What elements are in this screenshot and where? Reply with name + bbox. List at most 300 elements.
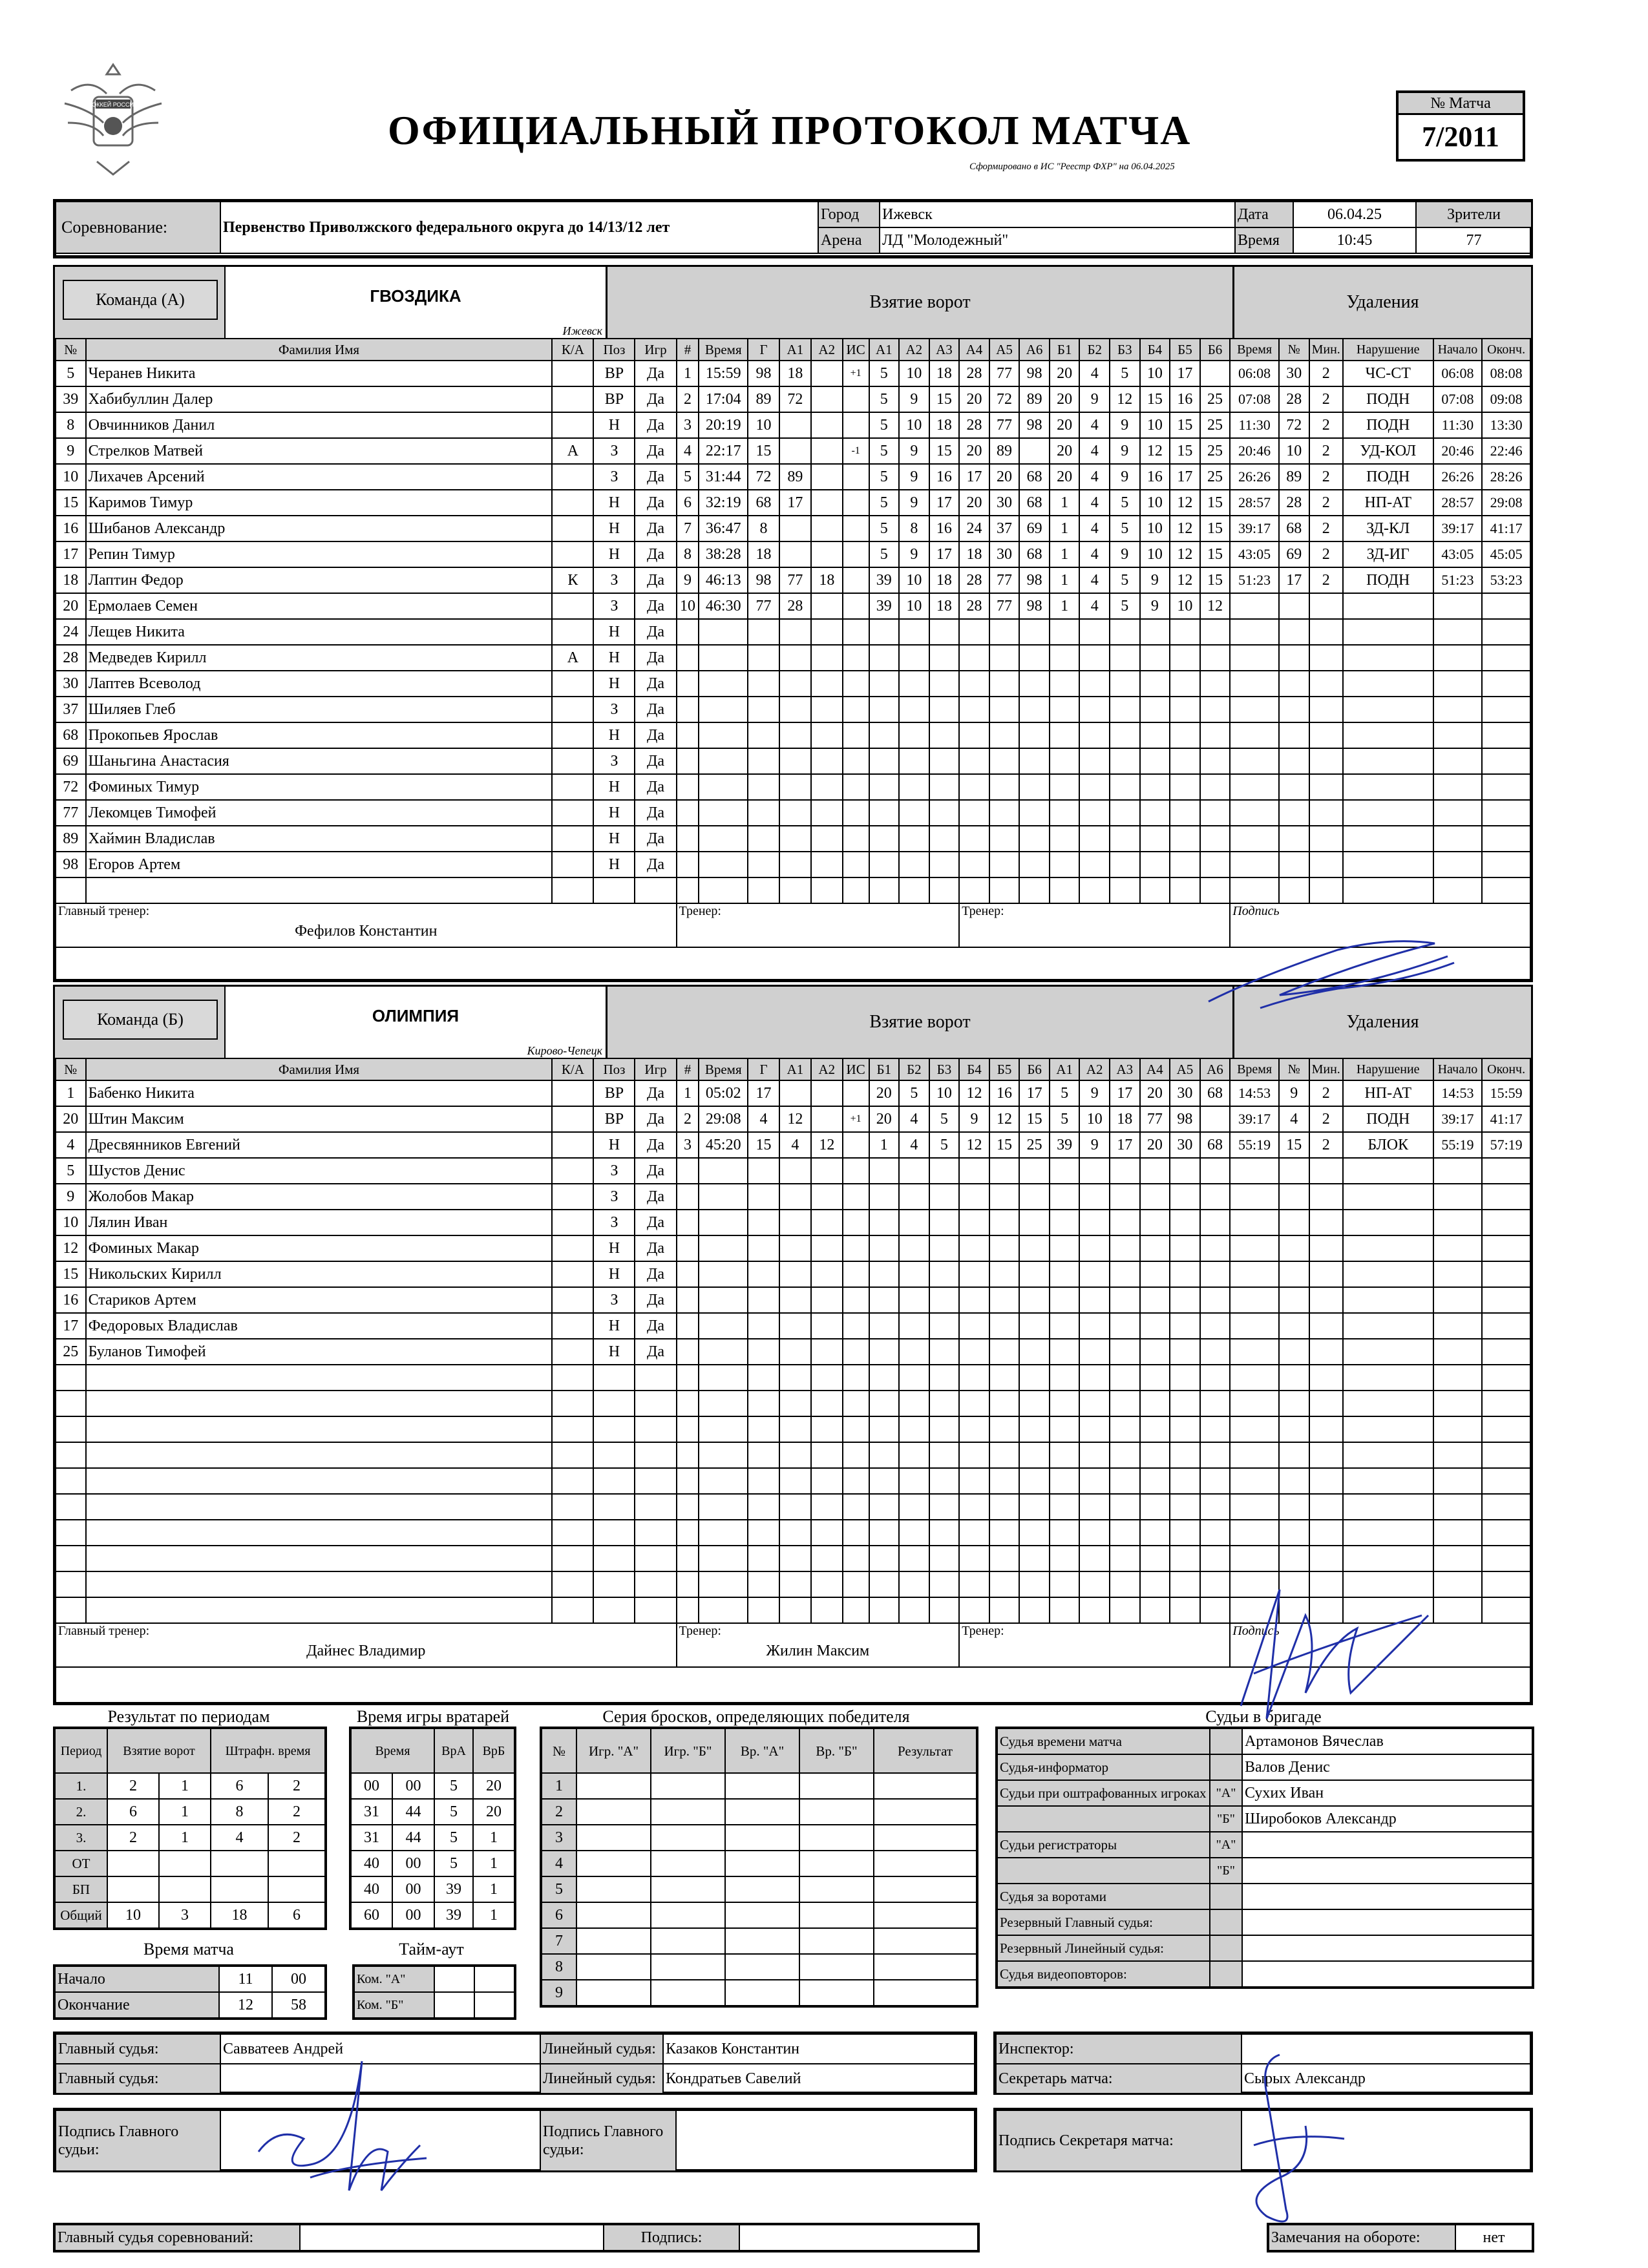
shootout-cell [725, 1928, 799, 1954]
player-number: 68 [56, 722, 86, 748]
goal-onice-player: 20 [1050, 438, 1080, 464]
player-role [552, 1391, 593, 1416]
goal-assist-1: 18 [779, 361, 811, 386]
goal-assist-2 [811, 593, 843, 619]
player-position: Н [593, 826, 635, 852]
chief1-label: Главный судья: [56, 2034, 220, 2064]
period-value: 10 [107, 1902, 159, 1929]
player-row [56, 1235, 1530, 1261]
goal-onice-player: 9 [1110, 464, 1140, 490]
goal-onice-player: 15 [1170, 412, 1200, 438]
goal-number [677, 1287, 699, 1313]
penalty-end: 15:59 [1482, 1080, 1530, 1106]
goalie-time-value: 20 [473, 1799, 515, 1825]
col-header-onice: Б4 [959, 1058, 989, 1080]
goal-onice-player [1050, 722, 1080, 748]
penalty-time: 11:30 [1230, 412, 1279, 438]
penalty-start [1433, 748, 1483, 774]
goal-onice-player [959, 645, 989, 671]
penalty-end [1482, 1494, 1530, 1520]
player-role [552, 748, 593, 774]
penalty-player: 10 [1279, 438, 1309, 464]
goal-onice-player [989, 1442, 1020, 1468]
goal-assist-2 [811, 1261, 843, 1287]
signature-secretary-icon [1215, 2042, 1383, 2229]
sig-sec-label: Подпись Секретаря матча: [996, 2110, 1241, 2171]
player-role [552, 386, 593, 412]
penalty-player [1279, 877, 1309, 903]
player-position: Н [593, 774, 635, 800]
period-name: ОТ [54, 1851, 107, 1876]
period-value: 2 [268, 1773, 326, 1799]
penalty-violation: ПОДН [1343, 1106, 1433, 1132]
shootout-title: Серия бросков, определяющих победителя [602, 1707, 910, 1726]
penalty-minutes [1309, 800, 1343, 826]
penalty-end [1482, 800, 1530, 826]
player-played: Да [635, 852, 676, 877]
goal-time [699, 697, 748, 722]
penalty-time: 14:53 [1230, 1080, 1279, 1106]
player-played [635, 1494, 676, 1520]
competition-label: Соревнование: [56, 202, 220, 253]
goal-number [677, 1416, 699, 1442]
goal-assist-2 [811, 1546, 843, 1571]
goal-onice-player [1019, 826, 1050, 852]
player-row [56, 1520, 1530, 1546]
shootout-cell [874, 1825, 977, 1851]
player-role: К [552, 567, 593, 593]
goal-onice-player: 15 [1200, 490, 1231, 516]
goal-situation [843, 1287, 869, 1313]
goal-onice-player: 4 [1079, 464, 1110, 490]
goal-onice-player [1170, 748, 1200, 774]
goal-onice-player: 30 [1170, 1132, 1200, 1158]
player-row [56, 361, 1530, 386]
penalty-time [1230, 1416, 1279, 1442]
goal-onice-player: 9 [1079, 386, 1110, 412]
goal-situation [843, 567, 869, 593]
penalty-start [1433, 1416, 1483, 1442]
goal-onice-player [989, 852, 1020, 877]
goal-onice-player [929, 1494, 960, 1520]
goal-onice-player [929, 1468, 960, 1494]
player-row [56, 800, 1530, 826]
goal-onice-player [1200, 1106, 1231, 1132]
goal-onice-player [929, 1546, 960, 1571]
player-played: Да [635, 722, 676, 748]
goal-onice-player [1019, 852, 1050, 877]
period-name: 1. [54, 1773, 107, 1799]
goal-onice-player [899, 1468, 929, 1494]
player-name: Бабенко Никита [86, 1080, 553, 1106]
team-b-label-box [63, 1000, 218, 1040]
goal-onice-player: 10 [899, 412, 929, 438]
player-name [86, 1416, 553, 1442]
goal-scorer [748, 800, 779, 826]
goal-onice-player [1200, 1468, 1231, 1494]
goal-onice-player [959, 774, 989, 800]
shootout-cell [576, 1928, 651, 1954]
col-header-onice: А5 [989, 339, 1020, 361]
player-position: З [593, 1287, 635, 1313]
goal-onice-player: 17 [929, 541, 960, 567]
player-role [552, 877, 593, 903]
goal-onice-player [1170, 645, 1200, 671]
goal-situation [843, 1158, 869, 1184]
goal-onice-player: 18 [929, 593, 960, 619]
player-number: 15 [56, 1261, 86, 1287]
goal-time: 05:02 [699, 1080, 748, 1106]
goal-onice-player [1200, 1339, 1231, 1365]
goal-onice-player [1019, 697, 1050, 722]
goal-onice-player [1200, 1365, 1231, 1391]
goal-onice-player [989, 877, 1020, 903]
goal-scorer: 98 [748, 361, 779, 386]
goal-assist-1 [779, 1546, 811, 1571]
goalie-time-value: 40 [350, 1876, 392, 1902]
goal-situation [843, 774, 869, 800]
penalty-minutes [1309, 1235, 1343, 1261]
shootout-header: Игр. "А" [576, 1728, 651, 1773]
goal-onice-player [1170, 1494, 1200, 1520]
goal-onice-player [869, 1442, 900, 1468]
goal-onice-player [929, 1416, 960, 1442]
ref-role: Резервный Главный судья: [997, 1909, 1210, 1935]
team-a-penalties-title: Удаления [1346, 292, 1419, 312]
goal-onice-player [1110, 1365, 1140, 1391]
penalty-minutes: 2 [1309, 361, 1343, 386]
goal-onice-player [1140, 877, 1170, 903]
player-name: Шибанов Александр [86, 516, 553, 541]
col-header-pend: Оконч. [1482, 1058, 1530, 1080]
penalty-start [1433, 1158, 1483, 1184]
goal-number [677, 1546, 699, 1571]
goal-onice-player [1170, 619, 1200, 645]
goal-onice-player: 20 [959, 438, 989, 464]
goal-onice-player [1140, 800, 1170, 826]
penalty-start [1433, 826, 1483, 852]
goal-assist-1 [779, 1494, 811, 1520]
col-header-pnum: № [1279, 339, 1309, 361]
info-table [55, 201, 1532, 254]
shootout-cell [725, 1876, 799, 1902]
goal-onice-player [1079, 826, 1110, 852]
goal-onice-player: 5 [1110, 516, 1140, 541]
coach-cell [677, 1623, 960, 1667]
goal-onice-player [899, 1313, 929, 1339]
goal-onice-player [1019, 1158, 1050, 1184]
goal-onice-player [1019, 1184, 1050, 1210]
goal-onice-player [1170, 1442, 1200, 1468]
col-header-pstart: Начало [1433, 339, 1483, 361]
goal-onice-player [929, 852, 960, 877]
penalty-start: 20:46 [1433, 438, 1483, 464]
goal-assist-1 [779, 774, 811, 800]
player-position: Н [593, 722, 635, 748]
goal-onice-player: 4 [1079, 593, 1110, 619]
goal-assist-2 [811, 1106, 843, 1132]
goal-onice-player: 12 [1140, 438, 1170, 464]
goal-situation [843, 1391, 869, 1416]
goal-scorer: 4 [748, 1106, 779, 1132]
goal-onice-player [1050, 645, 1080, 671]
goal-onice-player [869, 671, 900, 697]
col-header-is: ИС [843, 339, 869, 361]
penalty-player [1279, 826, 1309, 852]
goal-onice-player [1019, 1235, 1050, 1261]
goal-onice-player [1019, 1494, 1050, 1520]
goal-assist-2 [811, 1235, 843, 1261]
team-b-label: Команда (Б) [97, 1010, 184, 1029]
goal-onice-player: 15 [1200, 516, 1231, 541]
goal-onice-player [1079, 697, 1110, 722]
goal-time: 29:08 [699, 1106, 748, 1132]
player-role [552, 1287, 593, 1313]
goal-situation [843, 386, 869, 412]
penalty-player [1279, 1391, 1309, 1416]
player-name [86, 1597, 553, 1623]
penalty-end: 22:46 [1482, 438, 1530, 464]
goal-onice-player: 4 [1079, 412, 1110, 438]
penalty-minutes [1309, 1468, 1343, 1494]
period-value [211, 1851, 268, 1876]
goal-onice-player [1200, 697, 1231, 722]
goal-onice-player: 5 [1050, 1080, 1080, 1106]
goal-onice-player: 9 [1079, 1132, 1110, 1158]
goal-onice-player [1019, 1210, 1050, 1235]
goal-onice-player [1110, 1235, 1140, 1261]
periods-table [53, 1727, 327, 1930]
penalty-minutes [1309, 722, 1343, 748]
goal-onice-player: 77 [989, 593, 1020, 619]
penalty-end: 08:08 [1482, 361, 1530, 386]
goal-situation [843, 877, 869, 903]
match-time-table [53, 1964, 327, 2020]
ref-team: "А" [1210, 1832, 1242, 1858]
goal-onice-player [1170, 671, 1200, 697]
goal-scorer [748, 1391, 779, 1416]
goal-time: 17:04 [699, 386, 748, 412]
goal-onice-player [1050, 800, 1080, 826]
goal-onice-player [1200, 1261, 1231, 1287]
penalty-time [1230, 1313, 1279, 1339]
ref-team [1210, 1884, 1242, 1909]
goal-onice-player [989, 1287, 1020, 1313]
goal-onice-player [1140, 1287, 1170, 1313]
period-value [107, 1851, 159, 1876]
player-role [552, 1313, 593, 1339]
player-played: Да [635, 800, 676, 826]
goal-scorer [748, 1597, 779, 1623]
goal-assist-1 [779, 877, 811, 903]
period-name: 3. [54, 1825, 107, 1851]
player-played: Да [635, 1158, 676, 1184]
goal-assist-1: 72 [779, 386, 811, 412]
penalty-time [1230, 1494, 1279, 1520]
goal-onice-player [1140, 1442, 1170, 1468]
penalty-end: 13:30 [1482, 412, 1530, 438]
player-played: Да [635, 386, 676, 412]
goal-assist-2 [811, 645, 843, 671]
player-row [56, 541, 1530, 567]
goal-onice-player: 5 [869, 516, 900, 541]
line1-value: Казаков Константин [663, 2034, 976, 2064]
goal-situation [843, 1520, 869, 1546]
goal-onice-player: 30 [1170, 1080, 1200, 1106]
goal-onice-player [1050, 1442, 1080, 1468]
player-position: Н [593, 1339, 635, 1365]
penalty-time [1230, 697, 1279, 722]
coach-label: Тренер: [679, 904, 721, 918]
player-position: Н [593, 671, 635, 697]
goal-onice-player [1079, 1261, 1110, 1287]
player-row [56, 490, 1530, 516]
goal-situation: -1 [843, 438, 869, 464]
penalty-end: 29:08 [1482, 490, 1530, 516]
player-row [56, 1494, 1530, 1520]
col-header-onice: А6 [1019, 339, 1050, 361]
penalty-start [1433, 1339, 1483, 1365]
goal-onice-player [899, 1184, 929, 1210]
timeout-table [352, 1964, 516, 2020]
goal-onice-player [1110, 645, 1140, 671]
goal-onice-player [1140, 1546, 1170, 1571]
penalty-end [1482, 1520, 1530, 1546]
goal-assist-2 [811, 516, 843, 541]
time-value: 10:45 [1293, 227, 1416, 253]
goal-time: 36:47 [699, 516, 748, 541]
goal-onice-player: 12 [1170, 490, 1200, 516]
goal-onice-player [929, 1158, 960, 1184]
inspector-label: Инспектор: [996, 2034, 1241, 2064]
player-number: 10 [56, 1210, 86, 1235]
arena-value: ЛД "Молодежный" [880, 227, 1235, 253]
goal-time [699, 1184, 748, 1210]
goal-onice-player: 12 [1110, 386, 1140, 412]
goal-onice-player [899, 697, 929, 722]
goal-onice-player: 77 [989, 412, 1020, 438]
player-role: А [552, 645, 593, 671]
goal-onice-player [1200, 852, 1231, 877]
penalty-player [1279, 1520, 1309, 1546]
goal-assist-2 [811, 1287, 843, 1313]
goal-onice-player: 77 [989, 567, 1020, 593]
shootout-cell [874, 1902, 977, 1928]
secretary-value: Сырых Александр [1241, 2064, 1532, 2094]
goal-assist-1 [779, 1158, 811, 1184]
goal-onice-player [1110, 877, 1140, 903]
penalty-start [1433, 1442, 1483, 1468]
goal-scorer [748, 619, 779, 645]
goal-number [677, 1261, 699, 1287]
goal-onice-player: 68 [1200, 1132, 1231, 1158]
player-played [635, 1442, 676, 1468]
penalty-violation [1343, 1546, 1433, 1571]
goal-onice-player [1140, 1520, 1170, 1546]
period-value: 6 [107, 1799, 159, 1825]
timeout-b-label: Ком. "Б" [354, 1992, 434, 2019]
penalty-violation [1343, 826, 1433, 852]
goal-onice-player: 12 [1170, 516, 1200, 541]
penalty-start [1433, 774, 1483, 800]
shootout-cell [651, 1902, 725, 1928]
goal-assist-1 [779, 1520, 811, 1546]
goal-scorer [748, 1416, 779, 1442]
ref-role: Судья-информатор [997, 1754, 1210, 1780]
penalty-time [1230, 826, 1279, 852]
goal-onice-player [1079, 671, 1110, 697]
penalty-violation: ЗД-КЛ [1343, 516, 1433, 541]
ref-name [1242, 1832, 1533, 1858]
goal-assist-1 [779, 697, 811, 722]
penalty-time [1230, 593, 1279, 619]
penalty-minutes [1309, 645, 1343, 671]
penalty-start [1433, 1494, 1483, 1520]
goal-onice-player [1110, 697, 1140, 722]
penalty-player [1279, 697, 1309, 722]
goal-onice-player [1019, 438, 1050, 464]
player-row [56, 852, 1530, 877]
goal-onice-player [929, 1235, 960, 1261]
player-played: Да [635, 1235, 676, 1261]
goal-onice-player [1170, 877, 1200, 903]
penalty-player: 69 [1279, 541, 1309, 567]
goal-onice-player [899, 1287, 929, 1313]
penalty-minutes: 2 [1309, 1080, 1343, 1106]
goal-onice-player [989, 1597, 1020, 1623]
goal-onice-player [1200, 722, 1231, 748]
player-number: 98 [56, 852, 86, 877]
player-number: 17 [56, 541, 86, 567]
goal-assist-1 [779, 438, 811, 464]
penalty-player: 68 [1279, 516, 1309, 541]
goal-onice-player: 10 [899, 361, 929, 386]
player-name: Лихачев Арсений [86, 464, 553, 490]
penalty-violation [1343, 1468, 1433, 1494]
penalty-start: 14:53 [1433, 1080, 1483, 1106]
penalty-violation: ПОДН [1343, 567, 1433, 593]
goal-assist-2 [811, 877, 843, 903]
player-name: Егоров Артем [86, 852, 553, 877]
goal-onice-player [1019, 1339, 1050, 1365]
goal-onice-player [1050, 1391, 1080, 1416]
goal-onice-player: 17 [1110, 1132, 1140, 1158]
ref-role: Судья за воротами [997, 1884, 1210, 1909]
goal-onice-player [1079, 1468, 1110, 1494]
goal-onice-player [959, 1313, 989, 1339]
penalty-end [1482, 1184, 1530, 1210]
shootout-number: 7 [541, 1928, 576, 1954]
officials-table [55, 2033, 977, 2094]
goal-onice-player [899, 671, 929, 697]
penalty-minutes [1309, 1158, 1343, 1184]
periods-title: Результат по периодам [107, 1707, 270, 1726]
goal-time [699, 671, 748, 697]
player-played: Да [635, 464, 676, 490]
penalty-player [1279, 671, 1309, 697]
col-header-a1: А1 [779, 339, 811, 361]
goal-situation: +1 [843, 361, 869, 386]
goal-onice-player: 9 [899, 541, 929, 567]
goal-onice-player [959, 722, 989, 748]
col-header-onice: Б6 [1019, 1058, 1050, 1080]
player-role [552, 541, 593, 567]
penalty-player [1279, 1158, 1309, 1184]
coach-label: Тренер: [679, 1624, 721, 1638]
team-b-name: ОЛИМПИЯ [372, 1006, 460, 1025]
goal-onice-player [1200, 671, 1231, 697]
goal-onice-player [1019, 1571, 1050, 1597]
